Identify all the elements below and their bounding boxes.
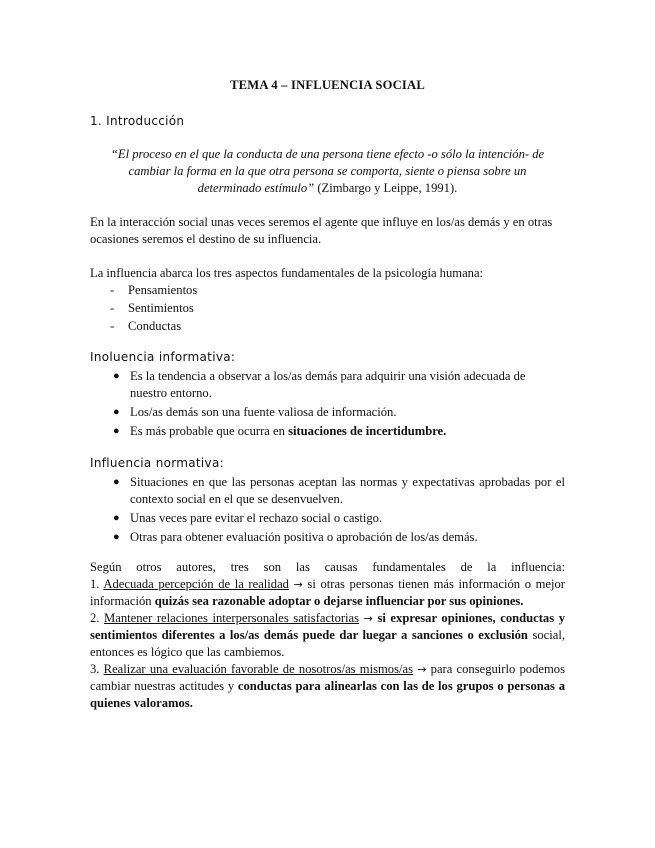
list-item: ● Unas veces pare evitar el rechazo social o castigo.	[113, 511, 383, 525]
section-heading-normative: Influencia normativa:	[90, 456, 224, 470]
list-item: - Pensamientos	[110, 283, 198, 297]
list-item: ● Los/as demás son una fuente valiosa de información.	[113, 405, 397, 419]
bullet-icon: ●	[113, 531, 120, 543]
page-title: TEMA 4 – INFLUENCIA SOCIAL	[230, 78, 425, 92]
paragraph-interaction: En la interacción social unas veces seremos el agente que influye en los/as demás y en otras ocasiones seremos el destino de su influencia.	[90, 215, 553, 246]
bullet-icon: ●	[113, 512, 120, 524]
arrow-right-icon: →	[293, 578, 303, 591]
informative-list	[90, 368, 565, 442]
list-item: ● Situaciones en que las personas aceptan las normas y expectativas aprobadas por el contexto social en el que se desenvuelven.	[113, 475, 565, 506]
dash-icon: -	[110, 283, 115, 297]
quote-text: “El proceso en el que la conducta de una persona tiene efecto -o sólo la intención- de cambiar la forma en la que otra persona se comporta, siente o piensa sobre un determinado estímulo”	[110, 147, 545, 195]
paragraph-causes-intro: Según otros autores, tres son las causas fundamentales de la influencia:	[90, 560, 565, 574]
section-heading-introduction: 1. Introducción	[90, 114, 185, 128]
aspects-list	[90, 282, 197, 336]
arrow-right-icon: →	[363, 612, 373, 625]
list-item: ● Otras para obtener evaluación positiva o aprobación de los/as demás.	[113, 530, 478, 544]
bullet-icon: ●	[113, 425, 120, 437]
list-item: ● Es más probable que ocurra en situaciones de incertidumbre.	[113, 424, 447, 438]
list-item: - Conductas	[110, 319, 182, 333]
bullet-icon: ●	[113, 476, 120, 488]
dash-icon: -	[110, 319, 115, 333]
list-item: - Sentimientos	[110, 301, 194, 315]
arrow-right-icon: →	[417, 663, 427, 676]
quote-citation: (Zimbargo y Leippe, 1991).	[317, 181, 458, 195]
paragraph-aspects: La influencia abarca los tres aspectos fundamentales de la psicología humana:	[90, 266, 484, 280]
bullet-icon: ●	[113, 406, 120, 418]
cause-2: 2. Mantener relaciones interpersonales satisfactorias → si expresar opiniones, conductas y sentimientos diferentes a los/as demás puede dar luegar a sanciones o exclusión social, entonces es lógico que las cambiemos.	[90, 611, 566, 659]
dash-icon: -	[110, 301, 115, 315]
normative-list	[90, 474, 565, 548]
cause-1: 1. Adecuada percepción de la realidad → si otras personas tienen más información o mejor información quizás sea razonable adoptar o dejarse influenciar por sus opiniones.	[90, 577, 565, 608]
bullet-icon: ●	[113, 370, 120, 382]
cause-3: 3. Realizar una evaluación favorable de nosotros/as mismos/as → para conseguirlo podemos cambiar nuestras actitudes y conductas para alinearlas con las de los grupos o personas a quienes valoramos.	[90, 662, 565, 710]
section-heading-informative: Inoluencia informativa:	[90, 350, 236, 364]
list-item: ● Es la tendencia a observar a los/as demás para adquirir una visión adecuada de nuestro entorno.	[113, 369, 526, 400]
definition-quote	[100, 146, 555, 197]
